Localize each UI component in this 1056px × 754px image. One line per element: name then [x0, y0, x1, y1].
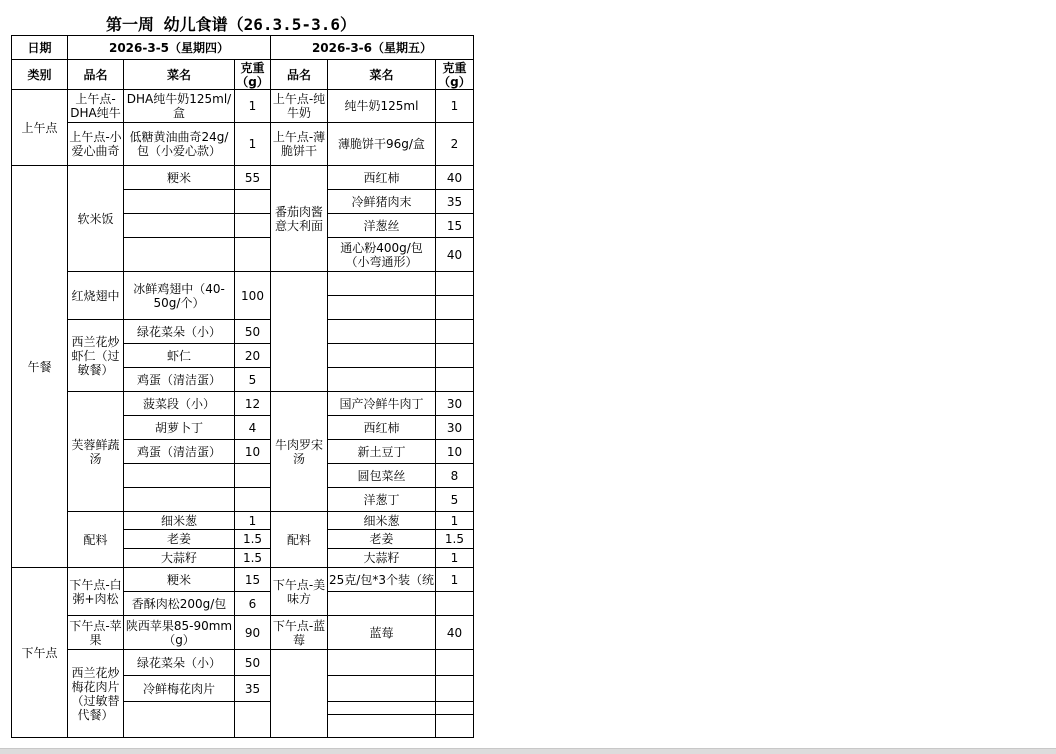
dish-cell: 粳米 [124, 166, 235, 190]
weight-cell: 1.5 [235, 549, 271, 568]
horizontal-scrollbar[interactable] [0, 748, 1056, 754]
empty-cell [124, 190, 235, 214]
item-cell: 上午点-纯牛奶 [271, 90, 328, 123]
empty-cell [435, 702, 473, 715]
weight-cell: 4 [235, 416, 271, 440]
empty-cell [235, 214, 271, 238]
empty-cell [328, 272, 436, 296]
dish-cell: 冷鲜梅花肉片 [124, 676, 235, 702]
item-cell: 上午点-DHA纯牛 [68, 90, 124, 123]
dish-cell: 蓝莓 [328, 616, 436, 650]
weight-cell: 1 [435, 549, 473, 568]
item-cell: 下午点-苹果 [68, 616, 124, 650]
item-cell: 上午点-薄脆饼干 [271, 123, 328, 166]
empty-cell [435, 650, 473, 676]
dish-cell: 细米葱 [124, 512, 235, 530]
dish-cell: 国产冷鲜牛肉丁 [328, 392, 436, 416]
item-cell: 芙蓉鲜蔬汤 [68, 392, 124, 512]
weight-header: 克重（g） [236, 60, 269, 89]
dish-cell: 西红柿 [328, 416, 436, 440]
item-cell: 西兰花炒梅花肉片（过敏替代餐） [68, 650, 124, 738]
weight-cell: 90 [235, 616, 271, 650]
empty-cell [328, 715, 436, 738]
weight-cell: 2 [435, 123, 473, 166]
weight-cell: 30 [435, 392, 473, 416]
weight-cell: 40 [435, 616, 473, 650]
item-cell: 下午点-美味方 [271, 568, 328, 616]
weight-cell: 1 [435, 90, 473, 123]
item-cell: 配料 [68, 512, 124, 568]
empty-cell [328, 702, 436, 715]
empty-cell [435, 676, 473, 702]
dish-cell: 通心粉400g/包（小弯通形） [328, 238, 436, 272]
dish-cell: 细米葱 [328, 512, 436, 530]
page-title: 第一周 幼儿食谱（26.3.5-3.6） [106, 15, 356, 34]
dish-cell: 鸡蛋（清洁蛋） [124, 368, 235, 392]
dish-cell: 菠菜段（小） [124, 392, 235, 416]
empty-cell [435, 272, 473, 296]
dish-cell: 低糖黄油曲奇24g/包（小爱心款） [124, 123, 235, 166]
dish-header: 菜名 [124, 60, 235, 90]
date-label: 日期 [12, 36, 68, 60]
empty-cell [235, 190, 271, 214]
category-header: 类别 [12, 60, 68, 90]
empty-cell [435, 344, 473, 368]
dish-cell: 冰鲜鸡翅中（40-50g/个） [124, 272, 235, 320]
item-cell: 配料 [271, 512, 328, 568]
day1-date: 2026-3-5（星期四） [68, 36, 271, 60]
weight-cell: 10 [435, 440, 473, 464]
empty-cell [328, 650, 436, 676]
empty-cell [235, 488, 271, 512]
dish-cell: 绿花菜朵（小） [124, 320, 235, 344]
empty-cell [271, 272, 328, 392]
weight-cell: 40 [435, 238, 473, 272]
empty-cell [235, 464, 271, 488]
dish-cell: 冷鲜猪肉末 [328, 190, 436, 214]
weight-cell: 5 [435, 488, 473, 512]
dish-cell: 老姜 [124, 530, 235, 549]
weight-cell: 1.5 [235, 530, 271, 549]
dish-cell: 纯牛奶125ml [328, 90, 436, 123]
weight-cell: 1 [235, 90, 271, 123]
item-cell: 下午点-蓝莓 [271, 616, 328, 650]
menu-table [11, 35, 474, 738]
dish-cell: DHA纯牛奶125ml/盒 [124, 90, 235, 123]
item-cell: 牛肉罗宋汤 [271, 392, 328, 512]
weight-cell: 100 [235, 272, 271, 320]
weight-cell: 15 [435, 214, 473, 238]
dish-cell: 鸡蛋（清洁蛋） [124, 440, 235, 464]
empty-cell [124, 214, 235, 238]
weight-cell: 1.5 [435, 530, 473, 549]
empty-cell [124, 488, 235, 512]
weight-cell: 50 [235, 320, 271, 344]
empty-cell [435, 715, 473, 738]
weight-cell: 1 [435, 512, 473, 530]
weight-cell: 6 [235, 592, 271, 616]
empty-cell [124, 464, 235, 488]
weight-cell: 8 [435, 464, 473, 488]
dish-cell: 大蒜籽 [328, 549, 436, 568]
item-cell: 下午点-白粥+肉松 [68, 568, 124, 616]
weight-cell: 15 [235, 568, 271, 592]
dish-cell: 虾仁 [124, 344, 235, 368]
empty-cell [435, 296, 473, 320]
item-cell: 红烧翅中 [68, 272, 124, 320]
weight-cell: 1 [235, 512, 271, 530]
dish-cell: 新土豆丁 [328, 440, 436, 464]
dish-cell: 老姜 [328, 530, 436, 549]
dish-cell: 绿花菜朵（小） [124, 650, 235, 676]
weight-cell: 1 [235, 123, 271, 166]
day2-date: 2026-3-6（星期五） [271, 36, 474, 60]
dish-header: 菜名 [328, 60, 436, 90]
empty-cell [328, 368, 436, 392]
item-cell: 软米饭 [68, 166, 124, 272]
weight-cell: 5 [235, 368, 271, 392]
weight-cell: 1 [435, 568, 473, 592]
empty-cell [271, 650, 328, 738]
dish-cell: 大蒜籽 [124, 549, 235, 568]
empty-cell [328, 592, 436, 616]
weight-cell: 35 [435, 190, 473, 214]
section-morning: 上午点 [12, 90, 68, 166]
empty-cell [328, 676, 436, 702]
empty-cell [328, 296, 436, 320]
weight-header: 克重（g） [435, 60, 473, 90]
dish-cell: 陕西苹果85-90mm（g） [124, 616, 235, 650]
dish-cell: 洋葱丁 [328, 488, 436, 512]
weight-cell: 40 [435, 166, 473, 190]
empty-cell [124, 702, 235, 738]
dish-cell: 香酥肉松200g/包 [124, 592, 235, 616]
empty-cell [435, 368, 473, 392]
empty-cell [235, 238, 271, 272]
weight-cell: 12 [235, 392, 271, 416]
item-cell: 上午点-小爱心曲奇 [68, 123, 124, 166]
weight-cell: 55 [235, 166, 271, 190]
dish-cell: 洋葱丝 [328, 214, 436, 238]
item-cell: 番茄肉酱意大利面 [271, 166, 328, 272]
weight-cell: 30 [435, 416, 473, 440]
weight-cell: 35 [235, 676, 271, 702]
empty-cell [124, 238, 235, 272]
weight-cell: 10 [235, 440, 271, 464]
weight-cell: 20 [235, 344, 271, 368]
dish-cell: 25克/包*3个装（统 [328, 568, 436, 592]
item-header: 品名 [271, 60, 328, 90]
dish-cell: 西红柿 [328, 166, 436, 190]
empty-cell [235, 702, 271, 738]
dish-cell: 胡萝卜丁 [124, 416, 235, 440]
empty-cell [328, 344, 436, 368]
dish-cell: 薄脆饼干96g/盒 [328, 123, 436, 166]
weight-cell: 50 [235, 650, 271, 676]
dish-cell: 圆包菜丝 [328, 464, 436, 488]
dish-cell: 粳米 [124, 568, 235, 592]
empty-cell [435, 320, 473, 344]
section-lunch: 午餐 [12, 166, 68, 568]
item-header: 品名 [68, 60, 124, 90]
item-cell: 西兰花炒虾仁（过敏餐） [68, 320, 124, 392]
section-afternoon: 下午点 [12, 568, 68, 738]
empty-cell [435, 592, 473, 616]
empty-cell [328, 320, 436, 344]
